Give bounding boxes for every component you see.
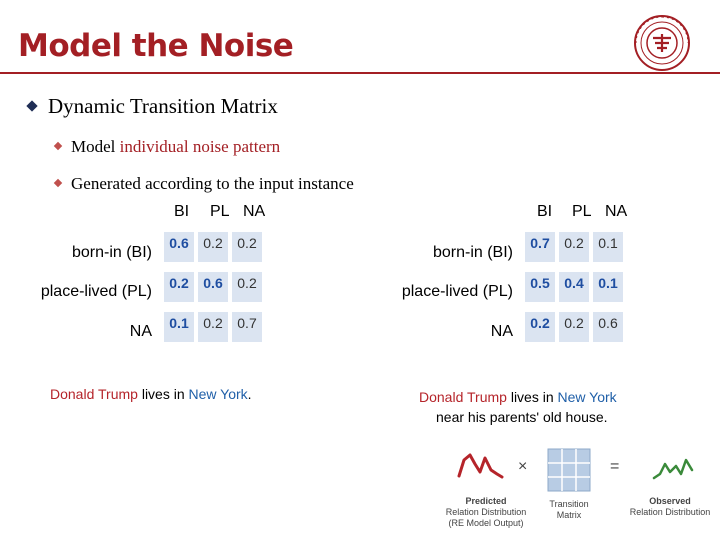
sub-bullet-individual-noise (55, 137, 280, 157)
right-example-sentence-line2: near his parents' old house. (436, 409, 608, 425)
observed-distribution-curve-icon (650, 450, 696, 486)
predicted-distribution-caption (438, 496, 534, 529)
left-cell: 0.7 (231, 311, 263, 343)
right-row-label-na: NA (490, 323, 513, 340)
right-cell: 0.2 (558, 311, 590, 343)
left-cell: 0.6 (163, 231, 195, 263)
left-row-label-na: NA (129, 323, 152, 340)
right-cell: 0.2 (524, 311, 556, 343)
left-cell: 0.6 (197, 271, 229, 303)
left-cell: 0.2 (197, 311, 229, 343)
right-row-label-pl: place-lived (PL) (401, 283, 513, 300)
caption-line: Predicted (465, 496, 507, 506)
caption-line: Relation Distribution (629, 507, 711, 517)
sub-bullet-prefix: Model (71, 137, 116, 156)
left-col-header-na: NA (243, 203, 266, 220)
equals-sign: = (610, 458, 620, 475)
bullet-dynamic-transition-matrix (28, 94, 278, 119)
right-example-sentence (419, 389, 617, 405)
sentence-middle: lives in (506, 389, 558, 405)
bullet-text: Dynamic Transition Matrix (48, 94, 278, 118)
left-cell: 0.2 (163, 271, 195, 303)
entity-person: Donald Trump (50, 386, 138, 402)
entity-location: New York (557, 389, 617, 405)
left-cell: 0.2 (197, 231, 229, 263)
left-col-header-bi: BI (174, 203, 190, 220)
sentence-end: . (247, 386, 252, 402)
observed-distribution-caption (622, 496, 718, 518)
left-cell: 0.1 (163, 311, 195, 343)
sub-bullet-input-instance (55, 174, 354, 194)
university-seal-icon (633, 14, 691, 72)
right-cell: 0.6 (592, 311, 624, 343)
left-col-header-pl: PL (210, 203, 230, 220)
right-cell: 0.5 (524, 271, 556, 303)
title-divider (0, 72, 720, 74)
entity-person: Donald Trump (419, 389, 507, 405)
left-row-label-pl: place-lived (PL) (40, 283, 152, 300)
right-cell: 0.1 (592, 231, 624, 263)
caption-line: Observed (649, 496, 691, 506)
caption-line: Transition (549, 499, 589, 509)
multiply-sign: × (518, 458, 528, 475)
right-cell: 0.2 (558, 231, 590, 263)
bullet-diamond-icon (26, 101, 37, 112)
right-col-header-na: NA (605, 203, 628, 220)
transition-matrix-caption (541, 499, 597, 521)
left-example-sentence (50, 386, 252, 402)
sub-bullet-text: Generated according to the input instance (71, 174, 354, 193)
left-cell: 0.2 (231, 231, 263, 263)
sub-bullet-highlight: individual noise pattern (119, 137, 281, 156)
right-cell: 0.1 (592, 271, 624, 303)
right-row-label-bi: born-in (BI) (432, 244, 513, 261)
caption-line: Relation Distribution (445, 507, 527, 517)
slide-title: Model the Noise (18, 28, 294, 64)
entity-location: New York (188, 386, 248, 402)
right-col-header-pl: PL (572, 203, 592, 220)
left-row-label-bi: born-in (BI) (71, 244, 152, 261)
transition-matrix-grid-icon (547, 448, 591, 492)
caption-line: Matrix (556, 510, 582, 520)
right-col-header-bi: BI (537, 203, 553, 220)
sub-bullet-diamond-icon (54, 142, 62, 150)
left-cell: 0.2 (231, 271, 263, 303)
right-cell: 0.7 (524, 231, 556, 263)
caption-line: (RE Model Output) (448, 518, 524, 528)
sentence-middle: lives in (137, 386, 189, 402)
right-cell: 0.4 (558, 271, 590, 303)
predicted-distribution-curve-icon (455, 446, 505, 486)
sub-bullet-diamond-icon (54, 179, 62, 187)
